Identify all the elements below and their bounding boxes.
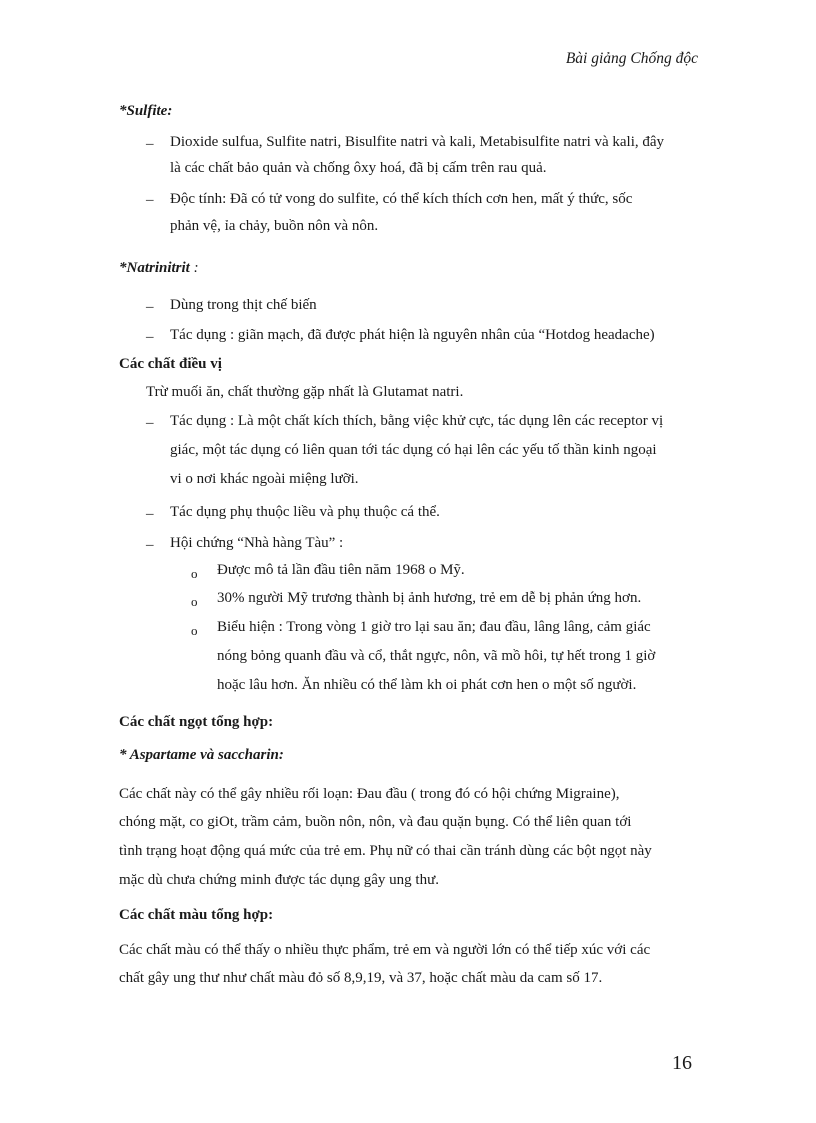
sulfite-item-1-line-1: Dioxide sulfua, Sulfite natri, Bisulfite natri và kali, Metabisulfite natri và kali, đây	[170, 134, 665, 150]
heading-chat-mau: Các chất màu tổng hợp:	[119, 907, 274, 923]
dieu-vi-item-2: Tác dụng phụ thuộc liều và phụ thuộc cá thể.	[170, 504, 440, 520]
subitem-3-line-1: Biểu hiện : Trong vòng 1 giờ tro lại sau ăn; đau đầu, lâng lâng, cảm giác	[217, 619, 651, 635]
ngot-line-1: Các chất này có thể gây nhiều rối loạn: Đau đầu ( trong đó có hội chứng Migraine),	[119, 786, 620, 802]
natrinitrit-colon: :	[189, 260, 199, 276]
circle-bullet: o	[191, 566, 198, 581]
subitem-3-line-2: nóng bỏng quanh đầu và cổ, thắt ngực, nôn, vã mồ hôi, tự hết trong 1 giờ	[217, 648, 656, 664]
dieu-vi-item-1-line-3: vi o nơi khác ngoài miệng lưỡi.	[170, 471, 359, 487]
heading-dieu-vi: Các chất điều vị	[119, 356, 222, 372]
dash-bullet: –	[146, 299, 154, 315]
ngot-line-3: tình trạng hoạt động quá mức của trẻ em. Phụ nữ có thai cần tránh dùng các bột ngọt này	[119, 843, 652, 859]
heading-chat-ngot: Các chất ngọt tổng hợp:	[119, 714, 274, 730]
heading-sulfite: *Sulfite:	[119, 103, 173, 119]
subitem-2: 30% người Mỹ trương thành bị ảnh hương, trẻ em dễ bị phản ứng hơn.	[217, 590, 642, 606]
ngot-line-2: chóng mặt, co giOt, trầm cảm, buồn nôn, nôn, và đau quặn bụng. Có thể liên quan tới	[119, 814, 632, 830]
sulfite-item-1-line-2: là các chất bảo quản và chống ôxy hoá, đã bị cấm trên rau quả.	[170, 160, 547, 176]
natrinitrit-item-2: Tác dụng : giãn mạch, đã được phát hiện là nguyên nhân của “Hotdog headache)	[170, 327, 655, 343]
subheading-aspartame: * Aspartame và saccharin:	[119, 747, 284, 763]
circle-bullet: o	[191, 594, 198, 609]
dash-bullet: –	[146, 329, 154, 345]
dash-bullet: –	[146, 537, 154, 553]
mau-line-2: chất gây ung thư như chất màu đỏ số 8,9,19, và 37, hoặc chất màu da cam số 17.	[119, 970, 603, 986]
natrinitrit-item-1: Dùng trong thịt chế biến	[170, 297, 317, 313]
dieu-vi-item-3: Hội chứng “Nhà hàng Tàu” :	[170, 535, 344, 551]
dash-bullet: –	[146, 415, 154, 431]
sulfite-item-2-line-2: phản vệ, ỉa chảy, buồn nôn và nôn.	[170, 218, 379, 234]
subitem-3-line-3: hoặc lâu hơn. Ăn nhiều có thể làm kh oi phát cơn hen o một số người.	[217, 677, 637, 693]
dash-bullet: –	[146, 192, 154, 208]
heading-natrinitrit	[119, 260, 199, 277]
natrinitrit-title: *Natrinitrit	[119, 260, 190, 276]
mau-line-1: Các chất màu có thể thấy o nhiều thực phẩm, trẻ em và người lớn có thể tiếp xúc với các	[119, 942, 651, 958]
dieu-vi-intro: Trừ muối ăn, chất thường gặp nhất là Glutamat natri.	[146, 384, 464, 400]
dieu-vi-item-1-line-1: Tác dụng : Là một chất kích thích, bằng việc khử cực, tác dụng lên các receptor vị	[170, 413, 664, 429]
page-number: 16	[672, 1052, 692, 1074]
dash-bullet: –	[146, 506, 154, 522]
dieu-vi-item-1-line-2: giác, một tác dụng có liên quan tới tác dụng có hại lên các yếu tố thần kinh ngoại	[170, 442, 657, 458]
dash-bullet: –	[146, 136, 154, 152]
running-header: Bài giảng Chống độc	[565, 50, 698, 67]
ngot-line-4: mặc dù chưa chứng minh được tác dụng gây ung thư.	[119, 872, 439, 888]
sulfite-item-2-line-1: Độc tính: Đã có tử vong do sulfite, có thể kích thích cơn hen, mất ý thức, sốc	[170, 191, 633, 207]
circle-bullet: o	[191, 623, 198, 638]
subitem-1: Được mô tả lần đầu tiên năm 1968 o Mỹ.	[217, 562, 465, 578]
